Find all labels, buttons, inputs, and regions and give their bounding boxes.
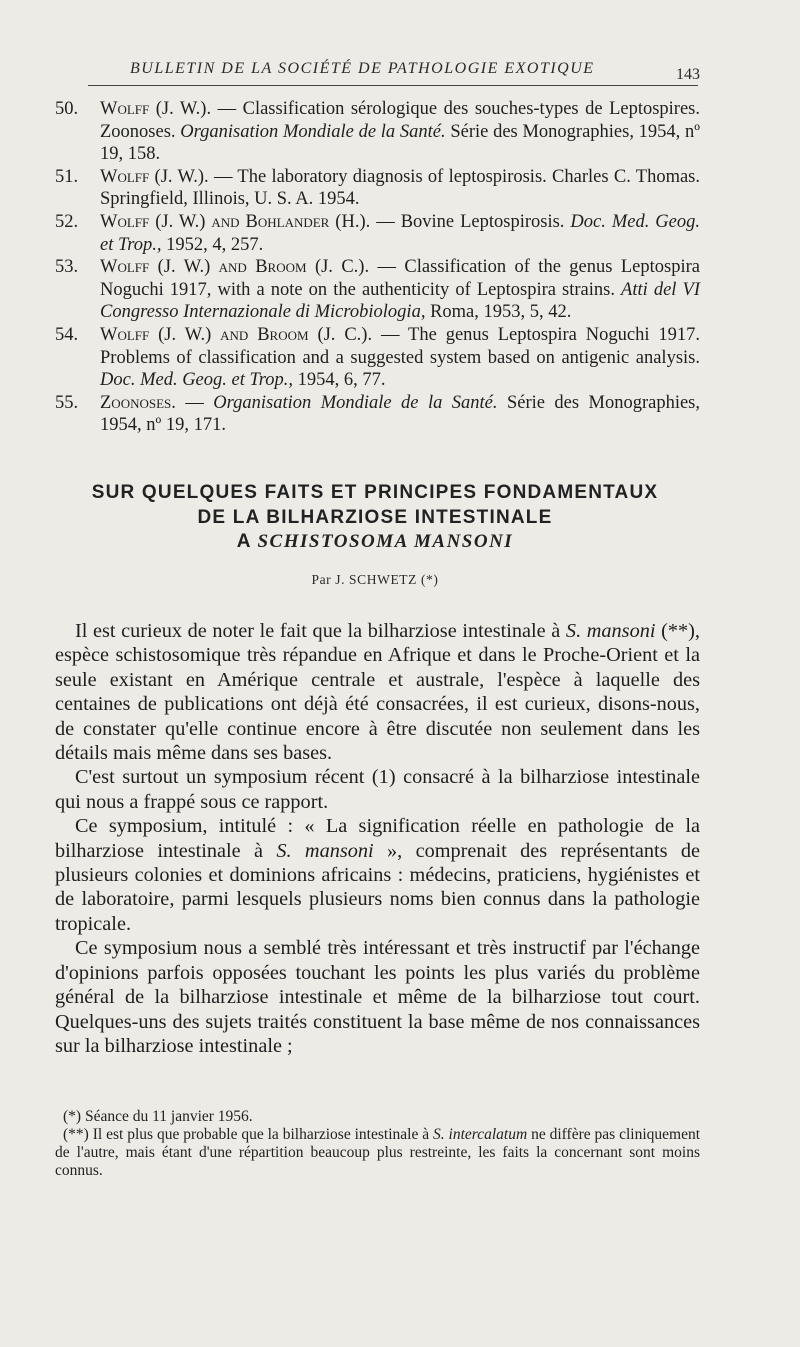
reference-source: Doc. Med. Geog. et Trop., bbox=[100, 211, 700, 255]
reference-author: Wolff (J. W.) and Broom (J. C.). bbox=[100, 257, 370, 278]
species-name: S. intercalatum bbox=[433, 1126, 528, 1143]
title-prefix: A bbox=[236, 531, 258, 552]
footnote-text: (**) Il est plus que probable que la bilharziose intestinale à bbox=[63, 1126, 433, 1143]
reference-entry bbox=[55, 392, 700, 437]
reference-source: Atti del VI Congresso Internazionale di Microbiologia, bbox=[100, 279, 700, 323]
body-paragraph bbox=[55, 765, 700, 814]
footnote bbox=[55, 1126, 700, 1180]
body-paragraph bbox=[55, 814, 700, 936]
reference-text: — The laboratory diagnosis of leptospirosis. Charles C. Thomas. Springfield, Illinois, U. S. A. 1954. bbox=[100, 166, 701, 210]
footnote-text: ne diffère pas cliniquement de l'autre, mais étant d'une répartition beaucoup plus restreinte, les faits la concernant sont moins connus. bbox=[55, 1126, 701, 1179]
paragraph-text: (**), espèce schistosomique très répandue en Afrique et dans le Proche-Orient et la seule existant en Amérique centrale et australe, l'espèce à laquelle des centaines de publications ont déjà été consacrées, il est curieux, disons-nous, de constater qu'elle continue encore à être discutée non seulement dans les détails mais même dans ses bases. bbox=[55, 620, 700, 765]
running-head: BULLETIN DE LA SOCIÉTÉ DE PATHOLOGIE EXOTIQUE bbox=[130, 60, 595, 77]
reference-author: Wolff (J. W.). bbox=[100, 99, 212, 119]
reference-text: — Bovine Leptospirosis. bbox=[370, 211, 571, 232]
footnote bbox=[55, 1108, 700, 1126]
page-number: 143 bbox=[676, 66, 700, 83]
reference-tail: Série des Monographies, 1954, nº 19, 171. bbox=[100, 392, 701, 436]
header-rule bbox=[88, 85, 698, 86]
reference-text: — The genus Leptospira Noguchi 1917. Problems of classification and a suggested system based on antigenic analysis. bbox=[100, 324, 700, 368]
paragraph-text: », comprenait des représentants de plusieurs colonies et dominions africains : médecins, praticiens, hygiénistes et de laboratoire, parmi lesquels plusieurs noms bien connus dans la pathologie tropicale. bbox=[55, 839, 700, 935]
reference-source: Organisation Mondiale de la Santé. bbox=[180, 121, 446, 142]
reference-entry bbox=[55, 166, 700, 211]
title-line-3 bbox=[60, 530, 690, 555]
reference-source: Doc. Med. Geog. et Trop., bbox=[100, 370, 294, 391]
reference-number: 55. bbox=[55, 392, 79, 413]
author-byline: Par J. SCHWETZ (*) bbox=[311, 572, 439, 587]
reference-tail: Roma, 1953, 5, 42. bbox=[425, 302, 572, 323]
reference-tail: 1952, 4, 257. bbox=[161, 234, 264, 255]
paragraph-text: Ce symposium, intitulé : « La signification réelle en pathologie de la bilharziose intestinale à bbox=[55, 815, 700, 862]
reference-author: Wolff (J. W.). bbox=[100, 166, 209, 187]
reference-author: Wolff (J. W.) and Broom (J. C.). bbox=[100, 324, 373, 345]
reference-text: — bbox=[175, 392, 214, 413]
reference-text: — Classification sérologique des souches-types de Leptospires. Zoonoses. bbox=[100, 99, 701, 142]
species-name: S. mansoni bbox=[276, 839, 374, 862]
paragraph-text: Ce symposium nous a semblé très intéressant et très instructif par l'échange d'opinions parfois opposées touchant les points les plus variés du problème général de la bilharziose intestinale et même de la bilharziose tout court. Quelques-uns des sujets traités constituent la base même de nos connaissances sur la bilharziose intestinale ; bbox=[55, 937, 700, 1057]
title-species: SCHISTOSOMA MANSONI bbox=[257, 531, 514, 552]
paragraph-text: Il est curieux de noter le fait que la bilharziose intestinale à bbox=[75, 620, 566, 642]
reference-entry bbox=[55, 211, 700, 256]
footnotes bbox=[55, 1108, 700, 1180]
title-line-2: DE LA BILHARZIOSE INTESTINALE bbox=[197, 506, 553, 528]
reference-number: 54. bbox=[55, 324, 79, 345]
paragraph-text: C'est surtout un symposium récent (1) consacré à la bilharziose intestinale qui nous a frappé sous ce rapport. bbox=[55, 766, 700, 813]
reference-tail: 1954, 6, 77. bbox=[293, 370, 386, 391]
reference-number: 53. bbox=[55, 257, 79, 278]
body-paragraph bbox=[55, 936, 700, 1058]
title-line-1: SUR QUELQUES FAITS ET PRINCIPES FONDAMENTAUX bbox=[91, 482, 659, 503]
body-paragraph bbox=[55, 619, 700, 765]
reference-author: Zoonoses. bbox=[100, 392, 176, 413]
reference-tail: Série des Monographies, 1954, nº 19, 158. bbox=[100, 121, 700, 165]
species-name: S. mansoni bbox=[565, 620, 656, 642]
reference-list bbox=[55, 98, 700, 437]
reference-entry bbox=[55, 256, 700, 324]
reference-entry bbox=[55, 98, 700, 166]
footnote-text: (*) Séance du 11 janvier 1956. bbox=[63, 1108, 253, 1125]
reference-entry bbox=[55, 324, 700, 392]
reference-number: 51. bbox=[55, 166, 79, 187]
article-body bbox=[55, 619, 700, 1058]
reference-number: 50. bbox=[55, 99, 79, 119]
article-title bbox=[60, 481, 690, 555]
reference-source: Organisation Mondiale de la Santé. bbox=[213, 392, 498, 413]
reference-author: Wolff (J. W.) and Bohlander (H.). bbox=[100, 211, 371, 232]
reference-number: 52. bbox=[55, 211, 79, 232]
reference-text: — Classification of the genus Leptospira Noguchi 1917, with a note on the authenticity of Leptospira strains. bbox=[100, 257, 700, 300]
